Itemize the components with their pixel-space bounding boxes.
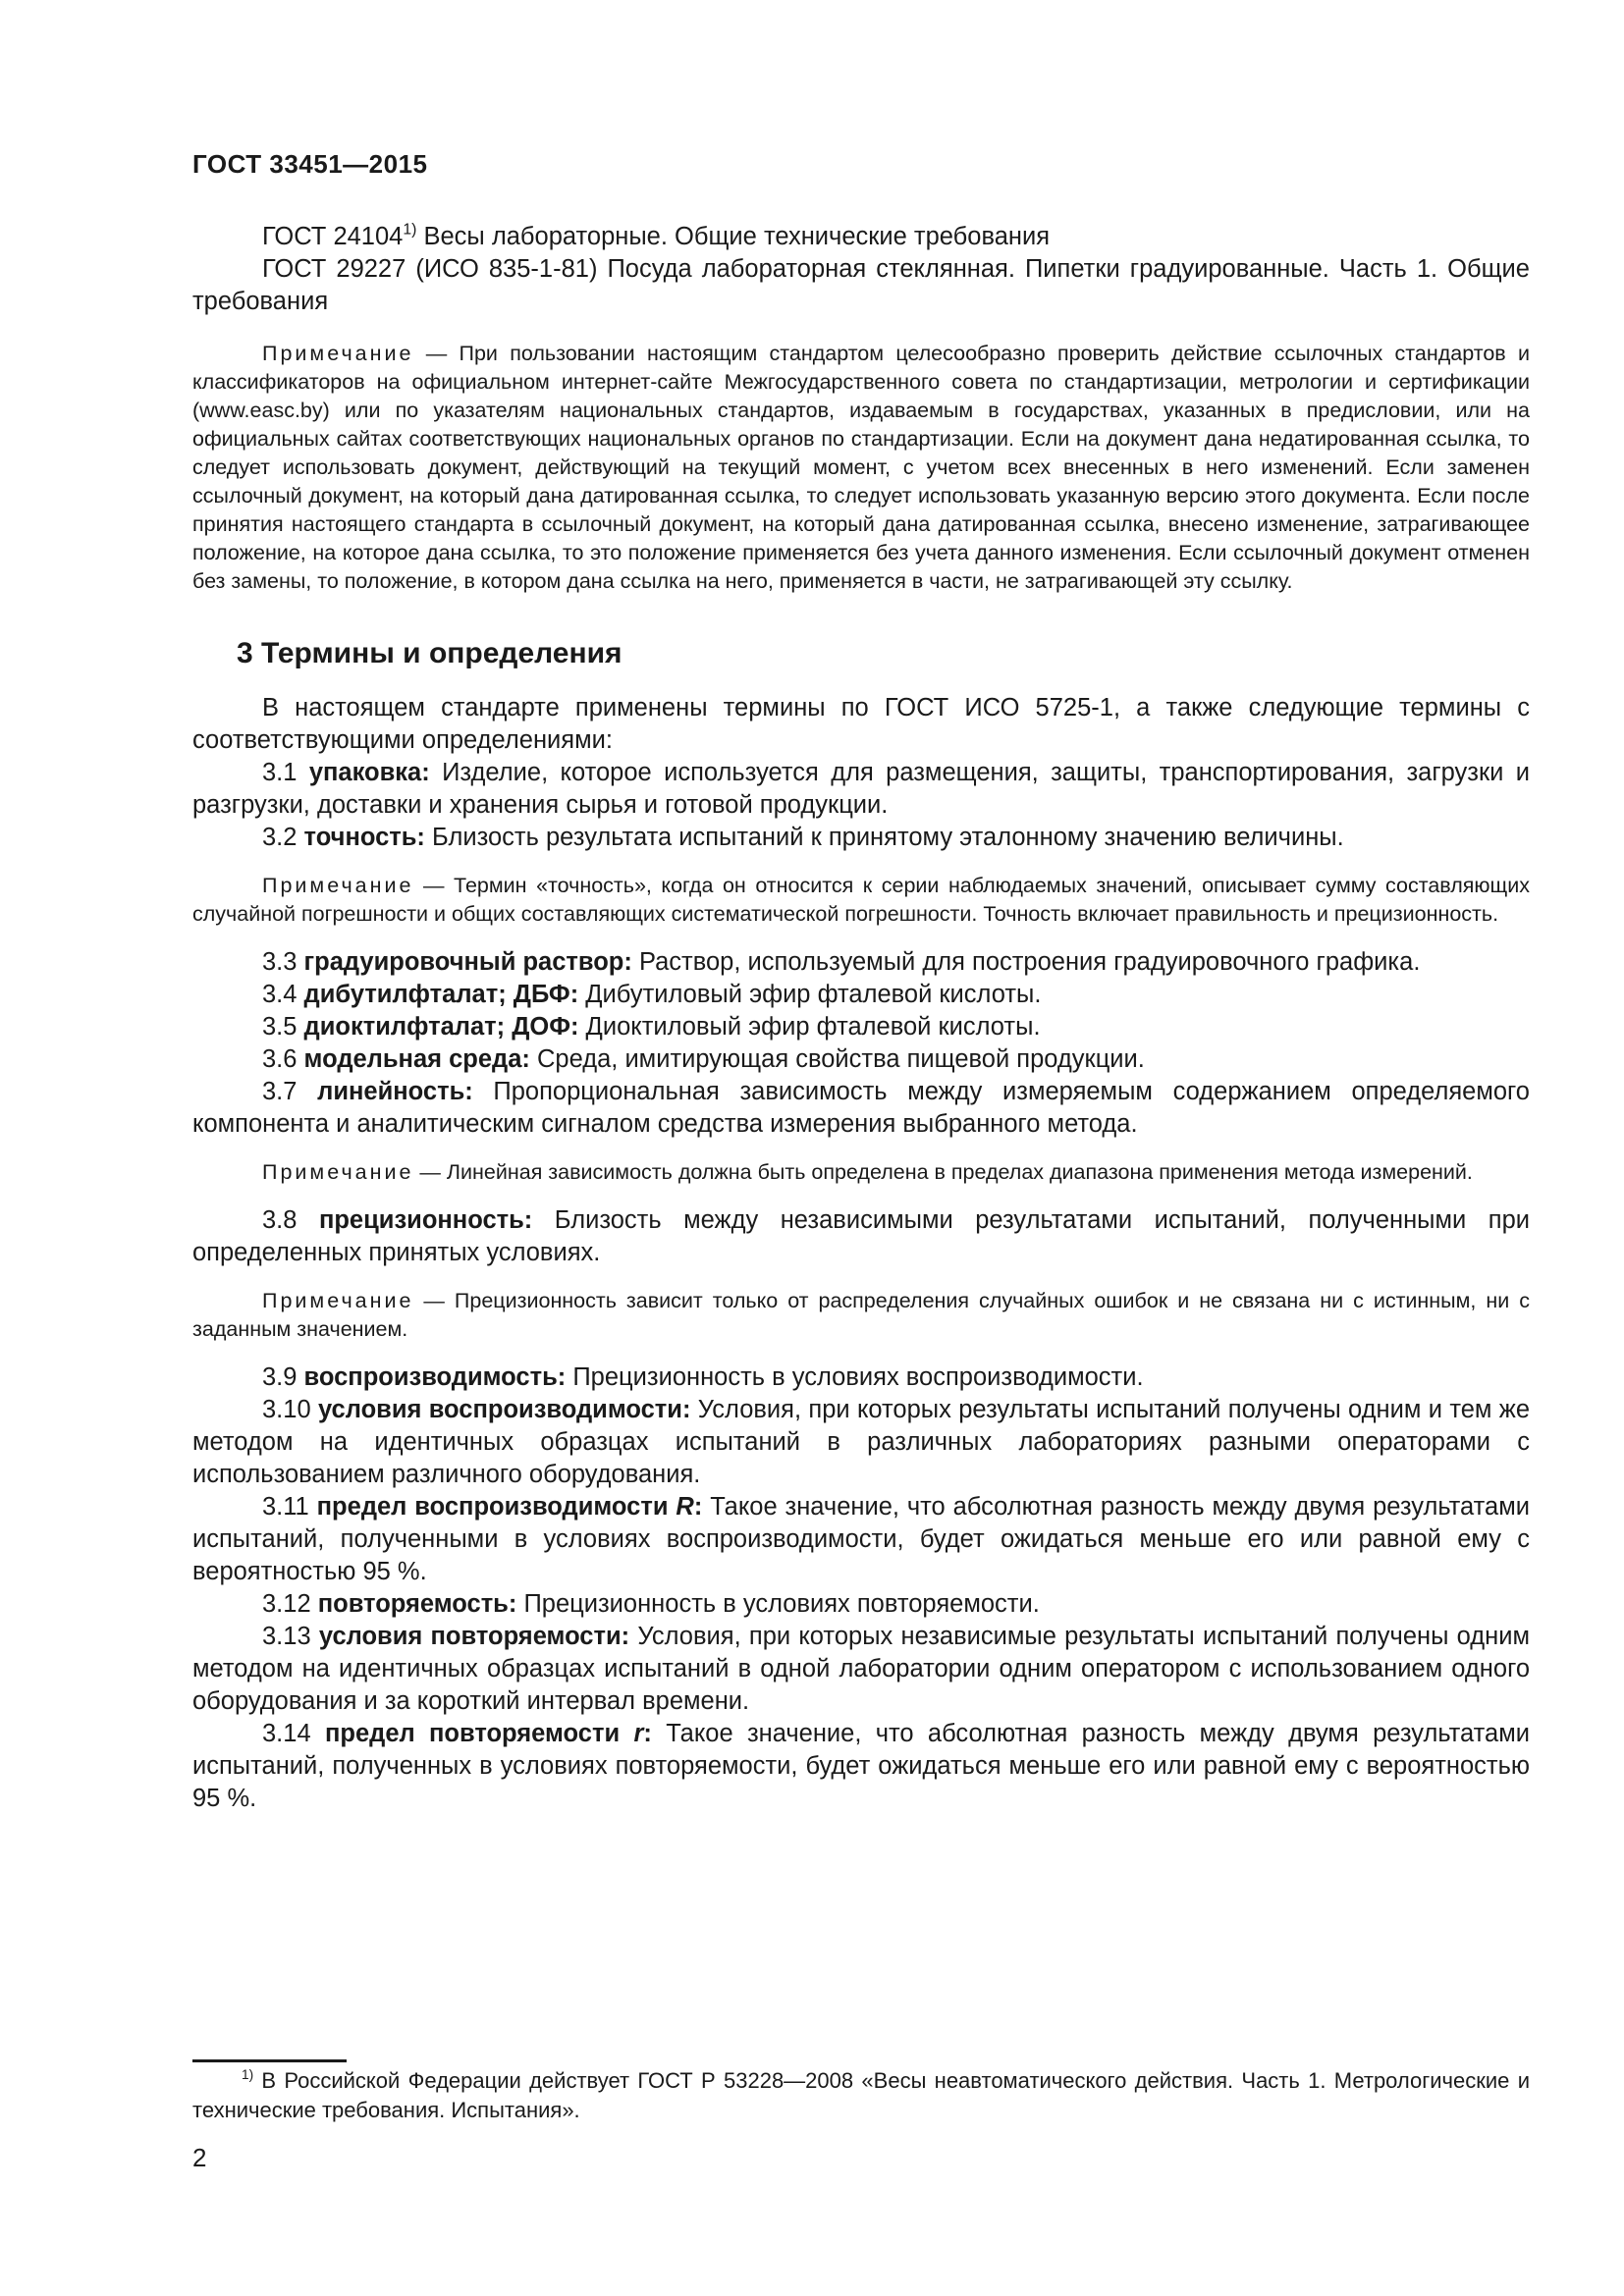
term-name: точность:	[303, 824, 425, 851]
term-number: 3.13	[262, 1623, 311, 1650]
term-number: 3.11	[262, 1493, 309, 1521]
reference-item	[192, 253, 1530, 318]
reference-code: ГОСТ 29227 (ИСО 835-1-81)	[262, 255, 598, 283]
term-name: модельная среда:	[303, 1045, 530, 1073]
term-definition: Пропорциональная зависимость между измеряемым содержанием определяемого компонента и аналитическим сигналом средства измерения выбранного метода.	[192, 1078, 1530, 1138]
term-name: диоктилфталат; ДОФ:	[303, 1013, 579, 1041]
term-name: воспроизводимость:	[303, 1363, 567, 1391]
term-entry	[192, 1718, 1530, 1815]
term-entry	[192, 1043, 1530, 1076]
footnote-text: В Российской Федерации действует ГОСТ Р 53228—2008 «Весы неавтоматического действия. Часть 1. Метрологические и технические требования. Испытания».	[192, 2068, 1530, 2122]
note-text: — Прецизионность зависит только от распределения случайных ошибок и не связана ни с истинным, ни с заданным значением.	[192, 1289, 1530, 1341]
term-entry	[192, 1011, 1530, 1043]
term-entry	[192, 757, 1530, 822]
term-definition: Прецизионность в условиях повторяемости.	[516, 1590, 1040, 1618]
term-number: 3.9	[262, 1363, 298, 1391]
term-definition: Близость между независимыми результатами испытаний, полученными при определенных принятых условиях.	[192, 1206, 1530, 1266]
term-colon: :	[643, 1720, 652, 1747]
term-entry	[192, 979, 1530, 1011]
term-definition: Такое значение, что абсолютная разность между двумя результатами испытаний, полученными в условиях воспроизводимости, будет ожидаться меньше его или равной ему с вероятностью 95 %.	[192, 1493, 1531, 1585]
note-text: — Термин «точность», когда он относится к серии наблюдаемых значений, описывает сумму составляющих случайной погрешности и общих составляющих систематической погрешности. Точность включает правильность и прецизионность.	[192, 874, 1530, 926]
note	[192, 1158, 1530, 1187]
term-name: прецизионность:	[318, 1206, 533, 1234]
term-name: дибутилфталат; ДБФ:	[303, 981, 579, 1008]
footnote	[192, 2066, 1530, 2125]
term-entry	[192, 1204, 1530, 1269]
note-label: Примечание	[262, 342, 414, 365]
term-name: условия повторяемости:	[318, 1623, 630, 1650]
term-name: градуировочный раствор:	[303, 948, 632, 976]
reference-code: ГОСТ 24104	[262, 223, 404, 250]
term-entry	[192, 946, 1530, 979]
term-entry	[192, 1491, 1530, 1588]
term-definition: Условия, при которых независимые результаты испытаний получены одним методом на идентичных образцах испытаний в одной лаборатории одним оператором с использованием одного оборудования и за короткий интервал времени.	[192, 1623, 1531, 1715]
term-definition: Среда, имитирующая свойства пищевой продукции.	[529, 1045, 1145, 1073]
term-number: 3.6	[262, 1045, 298, 1073]
term-number: 3.10	[262, 1396, 311, 1423]
term-definition: Раствор, используемый для построения градуировочного графика.	[631, 948, 1421, 976]
term-variable: R	[676, 1493, 694, 1521]
note-label: Примечание	[262, 1289, 414, 1312]
note-text: — При пользовании настоящим стандартом целесообразно проверить действие ссылочных стандартов и классификаторов на официальном интернет-сайте Межгосударственного совета по стандартизации, метрологии и сертификации (www.easc.by) или по указателям национальных стандартов, издаваемым в государствах, указанных в предисловии, или на официальных сайтах соответствующих национальных органов по стандартизации. Если на документ дана недатированная ссылка, то следует использовать документ, действующий на текущий момент, с учетом всех внесенных в него изменений. Если заменен ссылочный документ, на который дана датированная ссылка, то следует использовать указанную версию этого документа. Если после принятия настоящего стандарта в ссылочный документ, на который дана датированная ссылка, внесено изменение, затрагивающее положение, на которое дана ссылка, то это положение применяется без учета данного изменения. Если ссылочный документ отменен без замены, то положение, в котором дана ссылка на него, применяется в части, не затрагивающей эту ссылку.	[192, 342, 1530, 593]
term-number: 3.5	[262, 1013, 298, 1041]
term-name: предел повторяемости	[324, 1720, 634, 1747]
footnote-mark: 1)	[403, 221, 417, 239]
section-intro: В настоящем стандарте применены термины по ГОСТ ИСО 5725-1, а также следующие термины с соответствующими определениями:	[192, 694, 1530, 754]
note	[192, 1287, 1530, 1344]
term-entry	[192, 822, 1530, 854]
note-label: Примечание	[262, 874, 414, 897]
section-heading: 3 Термины и определения	[237, 637, 623, 669]
term-definition: Такое значение, что абсолютная разность между двумя результатами испытаний, полученных в условиях повторяемости, будет ожидаться меньше его или равной ему с вероятностью 95 %.	[192, 1720, 1531, 1812]
footnote-divider	[192, 2059, 347, 2062]
note-text: — Линейная зависимость должна быть определена в пределах диапазона применения метода измерений.	[413, 1160, 1473, 1184]
term-entry	[192, 1362, 1530, 1394]
term-colon: :	[693, 1493, 703, 1521]
term-name: упаковка:	[308, 759, 430, 786]
term-number: 3.14	[262, 1720, 311, 1747]
page-number: 2	[192, 2143, 207, 2172]
term-definition: Прецизионность в условиях воспроизводимости.	[566, 1363, 1144, 1391]
term-number: 3.2	[262, 824, 298, 851]
term-number: 3.8	[262, 1206, 298, 1234]
term-number: 3.7	[262, 1078, 298, 1105]
term-definition: Условия, при которых результаты испытаний получены одним и тем же методом на идентичных образцах испытаний в различных лабораториях разными операторами с использованием различного оборудования.	[192, 1396, 1531, 1488]
note-references	[192, 340, 1530, 596]
term-definition: Близость результата испытаний к принятому эталонному значению величины.	[424, 824, 1344, 851]
term-entry	[192, 1621, 1530, 1718]
term-definition: Диоктиловый эфир фталевой кислоты.	[578, 1013, 1041, 1041]
term-definition: Дибутиловый эфир фталевой кислоты.	[578, 981, 1042, 1008]
term-name: предел воспроизводимости	[316, 1493, 677, 1521]
note	[192, 872, 1530, 929]
footnote-mark: 1)	[242, 2067, 254, 2083]
term-number: 3.3	[262, 948, 298, 976]
term-entry	[192, 1394, 1530, 1491]
reference-item	[192, 221, 1530, 253]
term-number: 3.1	[262, 759, 298, 786]
term-name: повторяемость:	[317, 1590, 517, 1618]
term-number: 3.4	[262, 981, 298, 1008]
reference-title: Посуда лабораторная стеклянная. Пипетки градуированные. Часть 1. Общие требования	[192, 255, 1530, 315]
document-header: ГОСТ 33451—2015	[192, 149, 428, 179]
term-variable: r	[633, 1720, 644, 1747]
reference-title: Весы лабораторные. Общие технические требования	[416, 223, 1051, 250]
note-label: Примечание	[262, 1160, 414, 1184]
term-number: 3.12	[262, 1590, 311, 1618]
term-entry	[192, 1076, 1530, 1141]
term-definition: Изделие, которое используется для размещения, защиты, транспортирования, загрузки и разгрузки, доставки и хранения сырья и готовой продукции.	[192, 759, 1530, 819]
page-body	[192, 221, 1530, 1815]
term-name: линейность:	[317, 1078, 473, 1105]
term-entry	[192, 1588, 1530, 1621]
term-name: условия воспроизводимости:	[317, 1396, 691, 1423]
